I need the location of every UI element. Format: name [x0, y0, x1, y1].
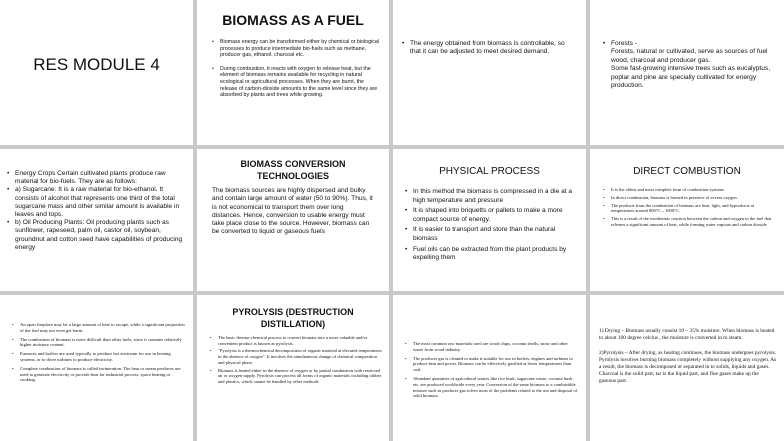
- bullet-item: • Biomass energy can be transformed either by chemical or biological processes to produce intermediate bio-fuels such as methane, producer gas, ethanol, charcoal etc.: [211, 39, 381, 59]
- slide-3[interactable]: [393, 0, 586, 145]
- slide-9[interactable]: [0, 295, 193, 441]
- bullet-item: • a) Sugarcane: It is a raw material for bio-ethanol. It consists of alcohol that represents one third of the total sugarcane mass and other similar amount is available in leaves and tops.: [6, 186, 187, 219]
- bullet-list: [11, 322, 185, 383]
- slide-6[interactable]: [197, 149, 389, 291]
- bullet-item: • In this method the biomass is compressed in a die at a high temperature and pressure: [404, 188, 578, 205]
- slide-title: BIOMASS CONVERSION TECHNOLOGIES: [240, 159, 346, 181]
- bullet-item: • In direct combustion, biomass is burned in presence of excess oxygen.: [602, 195, 777, 201]
- bullet-item: • The producer gas is cleaned to make it suitable for use in boilers, engines and turbines to produce heat and power. Biomass can be effectively gasified at lower temperatures than coal.: [404, 356, 578, 373]
- bullet-list: [209, 335, 382, 385]
- slide-12[interactable]: [590, 295, 784, 441]
- bullet-item: • Furnaces and boilers are used typically to produce hot airstream for use in heating systems, or to drive turbines to produce electricity.: [11, 351, 185, 363]
- slide-10[interactable]: [197, 295, 389, 441]
- bullet-item: • Complete combustion of biomass is called incineration. The heat or steam produces are used to generate electricity or provide heat for industrial process, space heating or cooking.: [11, 366, 185, 383]
- slide-title: BIOMASS AS A FUEL: [222, 12, 364, 28]
- bullet-item: • The combustion of biomass is more difficult than other fuels, since it contains relatively higher moisture content.: [11, 337, 185, 349]
- bullet-item: • Fuel oils can be extracted from the plant products by expelling them: [404, 246, 578, 263]
- text-line: Some fast-growing intensive trees such as eucalyptus, poplar and pine are specially cultivated for energy production.: [611, 65, 771, 90]
- slide-11[interactable]: [393, 295, 586, 441]
- text-line: Forests, natural or cultivated, serve as sources of fuel wood, charcoal and producer gas.: [611, 48, 768, 64]
- slide-title: DIRECT COMBUSTION: [633, 166, 741, 177]
- slide-title: PHYSICAL PROCESS: [439, 166, 540, 177]
- bullet-item: • Energy Crops Certain cultivated plants produce raw material for bio-fuels. They are as follows:: [6, 170, 187, 186]
- module-title: RES MODULE 4: [33, 55, 160, 74]
- bullet-list: [602, 40, 778, 48]
- bullet-list: [602, 187, 777, 228]
- bullet-item: • It is easier to transport and store than the natural biomass: [404, 226, 578, 243]
- slide-8[interactable]: [590, 149, 784, 291]
- slide-7[interactable]: [393, 149, 586, 291]
- bullet-item: • "Pyrolysis is a thermochemical decomposition of organic material at elevated temperatures in the absence of oxygen". It involves the simultaneous change of chemical composition and physical phase.: [209, 348, 382, 365]
- bullet-item: • Biomass is heated either in the absence of oxygen or by partial combustion with restricted air or oxygen supply. Pyrolysis can process all forms of organic materials including rubber and plastics, which cannot be handled by other methods: [209, 368, 382, 385]
- slide-title: PYROLYSIS (DESTRUCTION DISTILLATION): [232, 307, 354, 329]
- bullet-item: • Abundant quantities of agricultural wastes like rice husk, sugarcane waste, coconut husk etc. are produced worldwide every year. Conversion of the same biomass to a combustible mixture such as producer gas solves most of the problems related to the use and disposal of solid biomass.: [404, 376, 578, 399]
- slide-body: [599, 328, 777, 385]
- bullet-item: • b) Oil Producing Plants: Oil producing plants such as sunflower, rapeseed, palm oil, castor oil, soybean, groundnut and cotton seed have capabilities of producing energy: [6, 219, 187, 252]
- bullet-item: • The products from the combustion of biomass are heat, light, and byproducts at temperatures around 800°C – 1000°C.: [602, 203, 777, 215]
- bullet-item: • During combustion, it reacts with oxygen to release heat, but the element of biomass remains available for recycling in natural ecological or agricultural processes. When they are burnt, the release of carbon-dioxide amounts to the same level since they are absorbed by plants and trees while growing.: [211, 66, 381, 99]
- slide-4[interactable]: [590, 0, 784, 145]
- forest-text: [611, 48, 778, 90]
- text-para: 1) Drying – Biomass usually consist 10 – 35% moisture. When biomass is heated to about 100 degree celcius , the moisture is converted in to steam.: [599, 328, 775, 341]
- slide-body: The biomass sources are highly dispersed and bulky and contain large amount of water (50 to 90%). Thus, it is not economical to transport them over long distances. Hence, conversion to usable energy must take place close to the source. However, biomass can be converted to liquid or gaseous fuels: [212, 187, 373, 236]
- bullet-item: • Forests -: [602, 40, 778, 48]
- bullet-item: • The basic thermo-chemical process to convert biomass into a more valuable and/or convenient product is known as pyrolysis.: [209, 335, 382, 346]
- bullet-list: [6, 170, 187, 252]
- slide-2[interactable]: [197, 0, 389, 145]
- bullet-item: • The most common raw materials used are wood chips, coconut shells, straw and other waste from wood industry.: [404, 341, 578, 353]
- bullet-item: • An open fireplace may let a large amount of heat to escape, while a significant proportion of the fuel may not even get burnt.: [11, 322, 185, 334]
- bullet-list: [404, 188, 578, 263]
- bullet-item: • This is a result of the exothermic reaction between the carbon and oxygen in the fuel that releases a significant amount of heat, while forming water vapours and carbon dioxide: [602, 216, 777, 228]
- text-para: 2)Pyrolysis – After drying, as heating continues, the biomass undergoes pyrolysis. Pyrolysis involves burning biomass completely without supplying any oxygen. As a result, the biomass is decomposed or separated in to solids, liquids and gases. Charcoal is the solid part, tar is the liquid part, and flue gases make up the gaseous part.: [599, 350, 777, 384]
- bullet-list: [404, 341, 578, 399]
- bullet-list: [211, 39, 381, 99]
- bullet-item: • It is shaped into briquetts or pallets to make a more compact source of energy.: [404, 207, 578, 224]
- bullet-item: • It is the oldest and most complete form of combustion systems.: [602, 187, 777, 193]
- bullet-list: [401, 40, 576, 57]
- slide-1[interactable]: [0, 0, 193, 145]
- bullet-item: • The energy obtained from biomass is controllable, so that it can be adjusted to meet desired demand.: [401, 40, 576, 57]
- slide-5[interactable]: [0, 149, 193, 291]
